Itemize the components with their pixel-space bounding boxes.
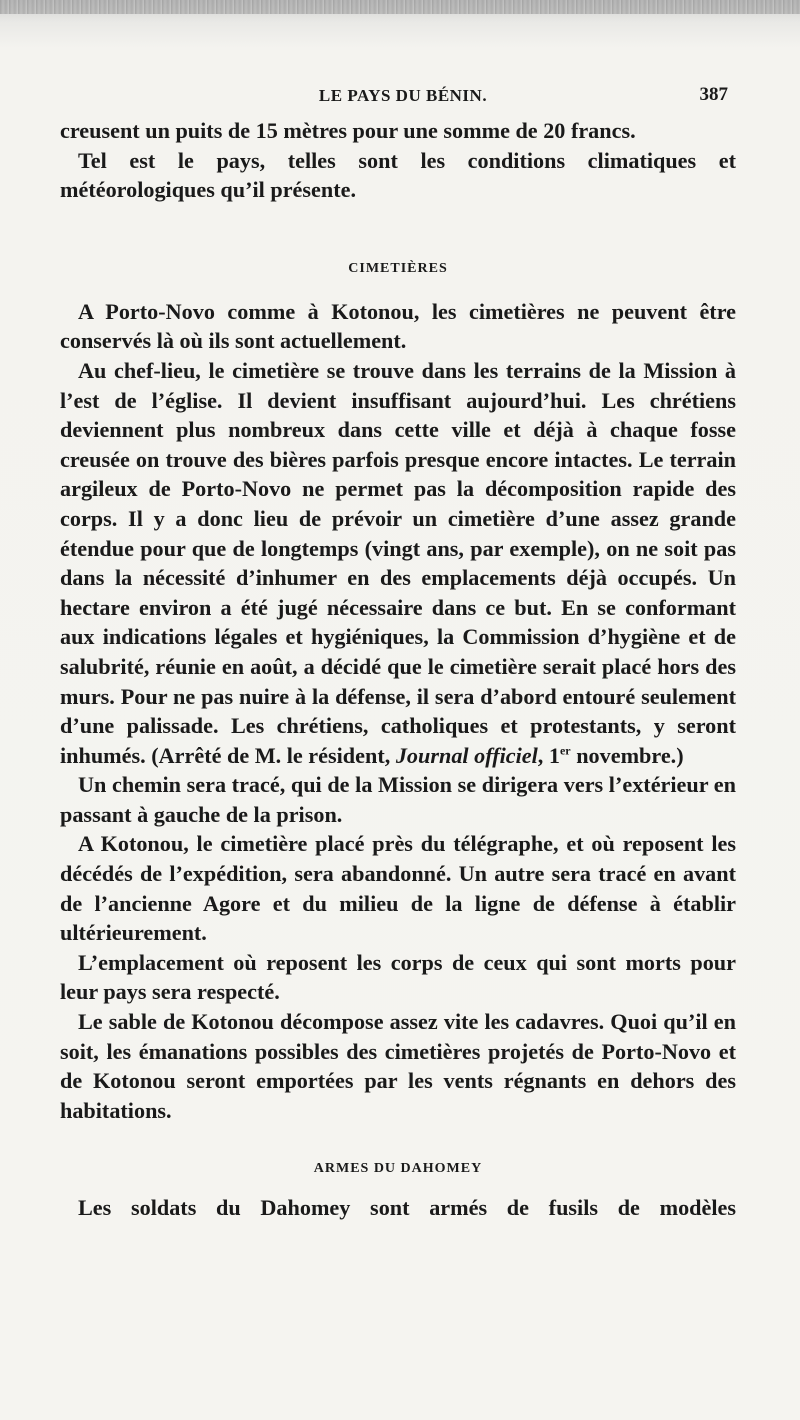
section-heading-cimetieres: CIMETIÈRES bbox=[348, 260, 448, 276]
paragraph: Tel est le pays, telles sont les conditions climatiques et météorologiques qu’il présente. bbox=[60, 147, 736, 203]
paragraph-continued: creusent un puits de 15 mètres pour une somme de 20 francs. bbox=[60, 118, 636, 143]
section-heading-armes-du-dahomey: ARMES DU DAHOMEY bbox=[313, 1161, 483, 1177]
paragraph: Le sable de Kotonou décompose assez vite les cadavres. Quoi qu’il en soit, les émanations possibles des cimetières projetés de Porto-Novo et de Kotonou seront emportées par les vents régnants en dehors des habitations. bbox=[60, 1009, 736, 1123]
paragraph: Les soldats du Dahomey sont armés de fusils de modèles bbox=[78, 1195, 736, 1221]
paragraph bbox=[60, 356, 736, 770]
journal-title: Journal officiel bbox=[395, 742, 538, 768]
paragraph-text: , 1 bbox=[537, 742, 560, 768]
paragraph: L’emplacement où reposent les corps de ceux qui sont morts pour leur pays sera respecté. bbox=[60, 949, 736, 1005]
paragraph: A Kotonou, le cimetière placé près du télégraphe, et où reposent les décédés de l’expédition, sera abandonné. Un autre sera tracé en avant de l’ancienne Agore et du milieu de la ligne de défense à établir ultérieurement. bbox=[60, 831, 736, 946]
running-head: LE PAYS DU BÉNIN. bbox=[318, 86, 488, 105]
page-header bbox=[78, 86, 728, 112]
paragraph-text: novembre.) bbox=[570, 742, 684, 768]
page-body bbox=[60, 116, 736, 1223]
page-number: 387 bbox=[699, 84, 728, 105]
scan-edge bbox=[0, 0, 800, 14]
ordinal-superscript: er bbox=[559, 743, 571, 758]
paragraph: Un chemin sera tracé, qui de la Mission se dirigera vers l’extérieur en passant à gauche de la prison. bbox=[60, 772, 736, 827]
paragraph: A Porto-Novo comme à Kotonou, les cimetières ne peuvent être conservés là où ils sont actuellement. bbox=[60, 298, 736, 354]
paragraph-text: Au chef-lieu, le cimetière se trouve dans les terrains de la Mission à l’est de l’église. Il devient insuffisant aujourd’hui. Les chrétiens deviennent plus nombreux dans cette ville et déjà à chaque fosse creusée on trouve des bières parfois presque encore intactes. Le terrain argileux de Porto-Novo ne permet pas la décomposition rapide des corps. Il y a donc lieu de prévoir un cimetière d’une assez grande étendue pour que de longtemps (vingt ans, par exemple), on ne soit pas dans la nécessité d’inhumer en des emplacements déjà occupés. Un hectare environ a été jugé nécessaire dans ce but. En se conformant aux indications légales et hygiéniques, la Commission d’hygiène et de salubrité, réunie en août, a décidé que le cimetière serait placé hors des murs. Pour ne pas nuire à la défense, il sera d’abord entouré seulement d’une palissade. Les chrétiens, catholiques et protestants, y seront inhumés. (Arrêté de M. le résident, bbox=[60, 357, 736, 768]
